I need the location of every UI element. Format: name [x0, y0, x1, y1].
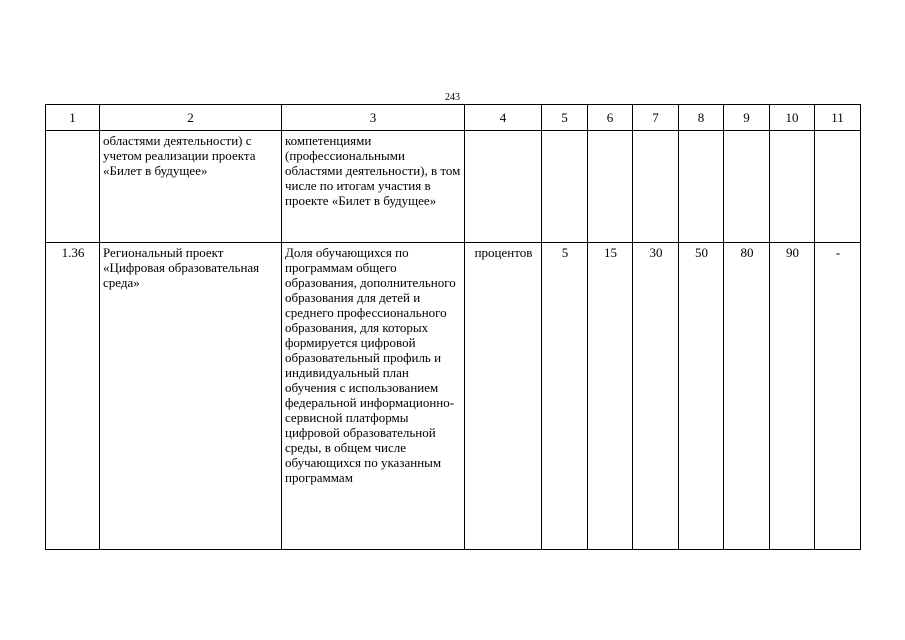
indicators-table: [45, 104, 861, 550]
value-cell: 80: [724, 243, 770, 550]
indicator-cell: Доля обучающихся по программам общего образования, дополнительного образования для детей и среднего профессионального образования, для которых формируется цифровой образовательный профиль и индивидуальный план обучения с использованием федеральной информационно-сервисной платформы цифровой образовательной среды, в общем числе обучающихся по указанным программам: [282, 243, 465, 550]
table-row: [46, 243, 861, 550]
value-cell: 50: [679, 243, 724, 550]
header-cell: 7: [633, 105, 679, 131]
value-cell: 30: [633, 243, 679, 550]
value-cell: [588, 131, 633, 243]
table-header-row: [46, 105, 861, 131]
value-cell: 15: [588, 243, 633, 550]
header-cell: 10: [770, 105, 815, 131]
value-cell: [770, 131, 815, 243]
header-cell: 6: [588, 105, 633, 131]
value-cell: -: [815, 243, 861, 550]
project-name-cell: областями деятельности) с учетом реализации проекта «Билет в будущее»: [100, 131, 282, 243]
header-cell: 8: [679, 105, 724, 131]
value-cell: 5: [542, 243, 588, 550]
value-cell: 90: [770, 243, 815, 550]
header-cell: 3: [282, 105, 465, 131]
header-cell: 11: [815, 105, 861, 131]
row-number-cell: 1.36: [46, 243, 100, 550]
value-cell: [724, 131, 770, 243]
value-cell: [542, 131, 588, 243]
header-cell: 4: [465, 105, 542, 131]
table-row: [46, 131, 861, 243]
value-cell: [679, 131, 724, 243]
page-number: 243: [445, 92, 460, 103]
row-number-cell: [46, 131, 100, 243]
value-cell: [815, 131, 861, 243]
header-cell: 1: [46, 105, 100, 131]
unit-cell: процентов: [465, 243, 542, 550]
project-name-cell: Региональный проект «Цифровая образовательная среда»: [100, 243, 282, 550]
header-cell: 2: [100, 105, 282, 131]
header-cell: 9: [724, 105, 770, 131]
indicator-cell: компетенциями (профессиональными областями деятельности), в том числе по итогам участия в проекте «Билет в будущее»: [282, 131, 465, 243]
header-cell: 5: [542, 105, 588, 131]
value-cell: [633, 131, 679, 243]
unit-cell: [465, 131, 542, 243]
